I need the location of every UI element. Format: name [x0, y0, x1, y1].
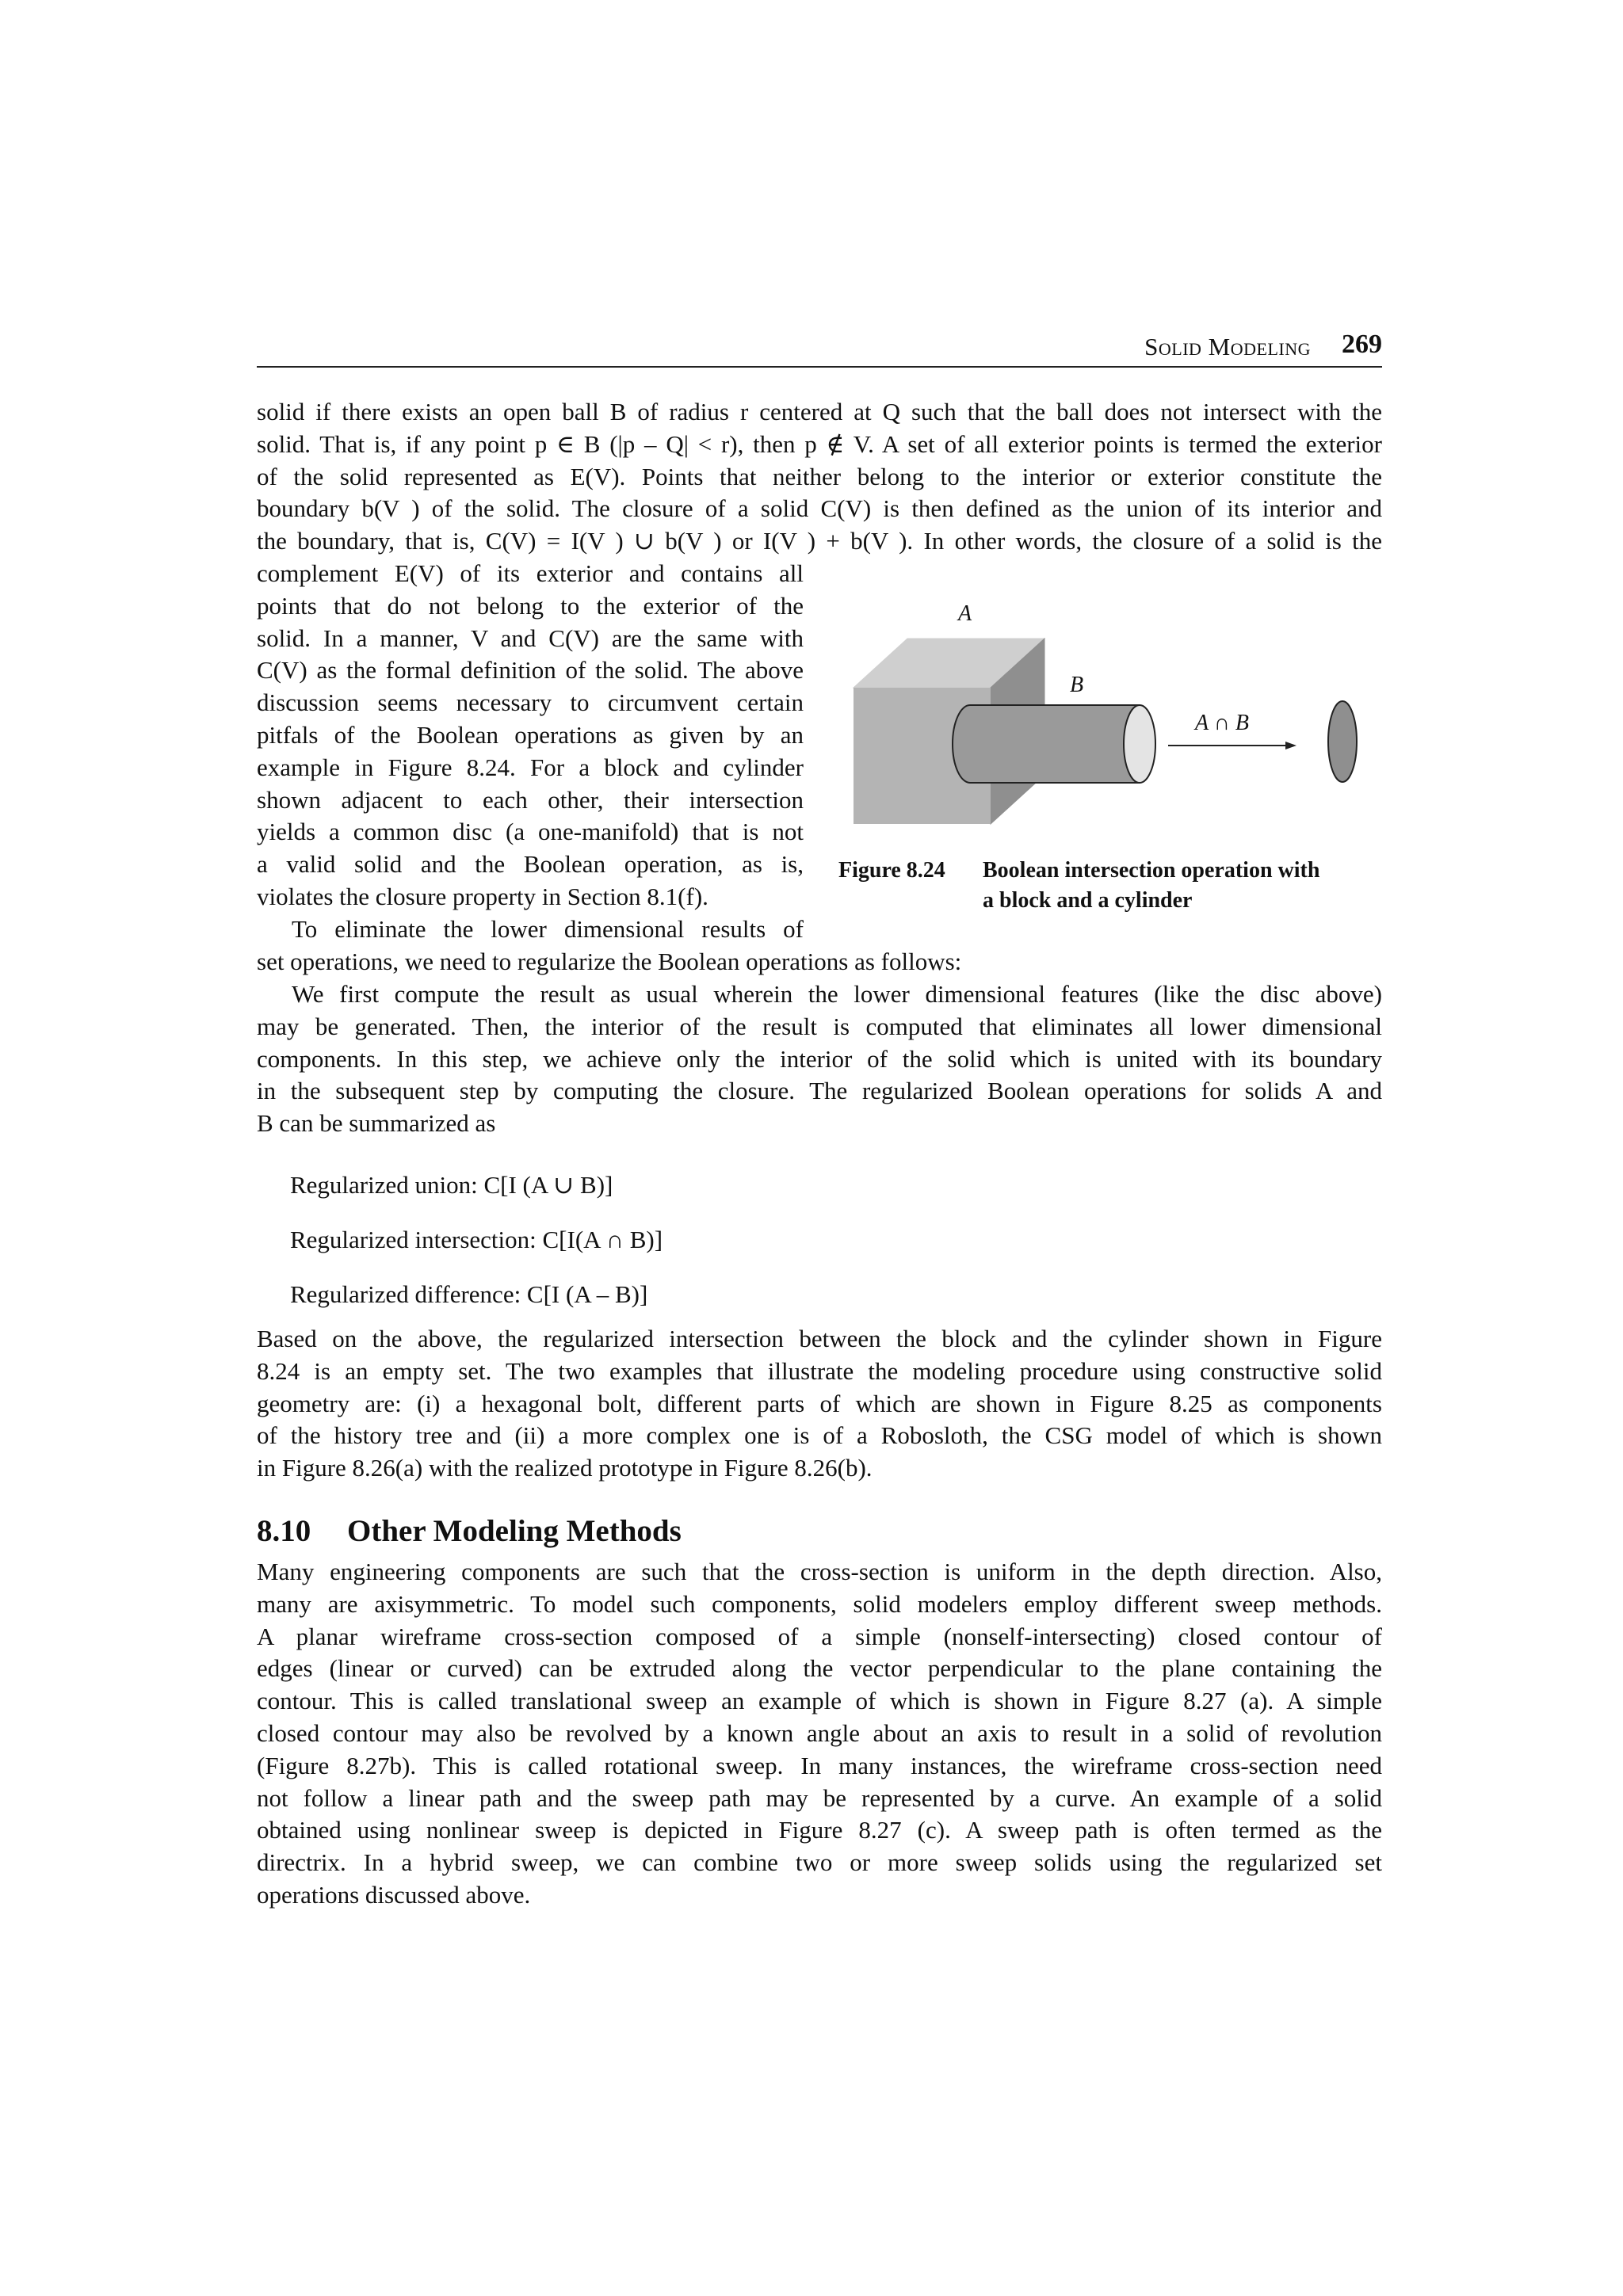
text-line: many are axisymmetric. To model such components, solid modelers employ different sweep methods.	[257, 1589, 1382, 1618]
equation-difference: Regularized difference: C[I (A – B)]	[290, 1280, 648, 1308]
text-line: (Figure 8.27b). This is called rotational sweep. In many instances, the wireframe cross-section need	[257, 1751, 1382, 1779]
text-line: A planar wireframe cross-section composed of a simple (nonself-intersecting) closed contour of	[257, 1622, 1382, 1650]
page-number: 269	[1342, 330, 1382, 359]
text-line: may be generated. Then, the interior of the result is computed that eliminates all lower dimensional	[257, 1012, 1382, 1040]
figure-boolean-intersection	[842, 593, 1384, 862]
cylinder-body	[953, 705, 1140, 783]
text-line: a valid solid and the Boolean operation, as is,	[257, 850, 804, 879]
text-line: To eliminate the lower dimensional results of	[292, 915, 804, 943]
text-line: violates the closure property in Section 8.1(f).	[257, 882, 708, 910]
text-line: example in Figure 8.24. For a block and cylinder	[257, 753, 804, 781]
text-line: discussion seems necessary to circumvent certain	[257, 688, 804, 717]
figure-caption	[838, 856, 1385, 916]
text-line: points that do not belong to the exterior of the	[257, 591, 804, 620]
label-a: A	[958, 601, 972, 626]
text-line: directrix. In a hybrid sweep, we can combine two or more sweep solids using the regularized set	[257, 1848, 1382, 1877]
text-line: pitfals of the Boolean operations as given by an	[257, 720, 804, 749]
text-line: contour. This is called translational sweep an example of which is shown in Figure 8.27 (a). A simple	[257, 1687, 1382, 1715]
paragraph-regularize-intro-2	[257, 946, 1382, 978]
text-line: solid. That is, if any point p ∈ B (|p – Q| < r), then p ∉ V. A set of all exterior points is termed the exterior	[257, 429, 1382, 458]
intersection-disc	[1328, 701, 1357, 782]
text-line: 8.24 is an empty set. The two examples that illustrate the modeling procedure using constructive solid	[257, 1356, 1382, 1385]
text-line: yields a common disc (a one-manifold) that is not	[257, 818, 804, 846]
text-line: complement E(V) of its exterior and contains all	[257, 559, 804, 587]
cylinder-end-cap	[1124, 705, 1155, 783]
paragraph-sweep-methods	[257, 1556, 1382, 1912]
text-line: solid. In a manner, V and C(V) are the same with	[257, 624, 804, 652]
caption-line-2: a block and a cylinder	[983, 888, 1193, 913]
text-line: C(V) as the formal definition of the solid. The above	[257, 656, 804, 685]
arrow-head	[1285, 742, 1296, 749]
section-title: Other Modeling Methods	[347, 1514, 682, 1548]
paragraph-regularize-steps	[257, 978, 1382, 1140]
section-number: 8.10	[257, 1514, 311, 1548]
text-line: B can be summarized as	[257, 1109, 496, 1138]
text-line: solid if there exists an open ball B of radius r centered at Q such that the ball does not intersect with the	[257, 398, 1382, 425]
paragraph-closure-continued	[257, 558, 804, 913]
text-line: boundary b(V ) of the solid. The closure of a solid C(V) is then defined as the union of its interior and	[257, 494, 1382, 523]
equation-intersection: Regularized intersection: C[I(A ∩ B)]	[290, 1226, 663, 1253]
text-line: geometry are: (i) a hexagonal bolt, different parts of which are shown in Figure 8.25 as components	[257, 1389, 1382, 1417]
text-line: shown adjacent to each other, their intersection	[257, 785, 804, 814]
paragraph-regularize-intro	[257, 913, 804, 946]
text-line: closed contour may also be revolved by a known angle about an axis to result in a solid of revolution	[257, 1718, 1382, 1747]
text-line: of the history tree and (ii) a more complex one is of a Robosloth, the CSG model of which is shown	[257, 1421, 1382, 1450]
paragraph-csg-examples	[257, 1323, 1382, 1485]
text-line: obtained using nonlinear sweep is depicted in Figure 8.27 (c). A sweep path is often termed as the	[257, 1816, 1382, 1844]
text-line: set operations, we need to regularize the Boolean operations as follows:	[257, 948, 962, 975]
text-line: the boundary, that is, C(V) = I(V ) ∪ b(V ) or I(V ) + b(V ). In other words, the closure of a solid is the	[257, 527, 1382, 555]
text-line: components. In this step, we achieve only the interior of the solid which is united with its boundary	[257, 1044, 1382, 1073]
text-line: We first compute the result as usual wherein the lower dimensional features (like the disc above)	[292, 980, 1382, 1008]
text-line: not follow a linear path and the sweep path may be represented by a curve. An example of a solid	[257, 1783, 1382, 1812]
label-b: B	[1070, 673, 1084, 697]
page-header	[257, 330, 1382, 368]
label-a-intersect-b: A ∩ B	[1195, 711, 1249, 735]
text-line: Many engineering components are such that the cross-section is uniform in the depth direction. Also,	[257, 1558, 1382, 1585]
paragraph-closure-definition	[257, 396, 1382, 558]
figure-label: Figure 8.24	[838, 858, 945, 883]
text-line: operations discussed above.	[257, 1880, 531, 1909]
equation-union: Regularized union: C[I (A ∪ B)]	[290, 1171, 613, 1199]
text-line: edges (linear or curved) can be extruded along the vector perpendicular to the plane containing the	[257, 1654, 1382, 1683]
text-line: Based on the above, the regularized intersection between the block and the cylinder shown in Figure	[257, 1325, 1382, 1352]
section-heading	[257, 1513, 682, 1549]
text-line: of the solid represented as E(V). Points that neither belong to the interior or exterior constitute the	[257, 462, 1382, 490]
text-line: in Figure 8.26(a) with the realized prototype in Figure 8.26(b).	[257, 1454, 873, 1482]
running-head: Solid Modeling	[1144, 333, 1311, 360]
caption-line-1: Boolean intersection operation with	[983, 858, 1320, 883]
text-line: in the subsequent step by computing the closure. The regularized Boolean operations for solids A and	[257, 1077, 1382, 1105]
